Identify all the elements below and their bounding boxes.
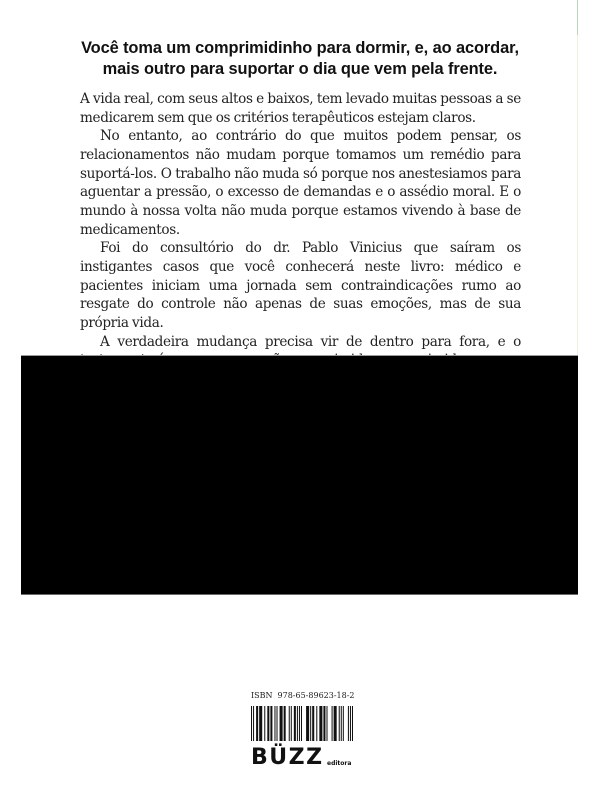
barcode-bar: [284, 706, 286, 741]
barcode-bar: [332, 706, 333, 741]
barcode-bar: [306, 706, 309, 741]
barcode-bar: [256, 706, 258, 741]
synopsis-paragraph: No entanto, ao contrário do que muitos podem pensar, os relacionamentos não mudam porque tomamos um remédio para suportá-los. O trabalho não muda só porque nos anestesiamos para aguentar a pressão, o excesso de demandas e o assédio moral. E o mundo à nossa volta não muda porque estamos vivendo à base de medicamentos.: [80, 128, 521, 238]
barcode-bar: [253, 706, 254, 741]
barcode-bar: [301, 706, 302, 741]
barcode-bar: [251, 706, 252, 741]
barcode-bar: [319, 706, 322, 741]
isbn-number: 978-65-89623-18-2: [277, 691, 355, 700]
headline: [60, 38, 540, 79]
barcode-bar: [326, 706, 327, 741]
publisher-logo-wordmark: BÜZZ: [251, 745, 324, 770]
publisher-logo: [251, 746, 361, 770]
barcode-bar: [277, 706, 278, 741]
barcode-bar: [270, 706, 272, 741]
spine-edge-accent: [577, 0, 578, 35]
barcode-bar: [291, 706, 292, 741]
barcode-bar: [274, 706, 275, 741]
synopsis-paragraph: Foi do consultório do dr. Pablo Vinicius que saíram os instigantes casos que você conhecerá neste livro: médico e pacientes iniciam uma jornada sem contraindicações rumo ao resgate do controle não apenas de suas emoções, mas de sua própria vida.: [80, 240, 521, 331]
synopsis: [80, 90, 521, 389]
barcode-bar: [289, 706, 290, 741]
barcode-bar: [280, 706, 283, 741]
headline-line: mais outro para suportar o dia que vem pela frente.: [102, 59, 498, 78]
publisher-logo-subtext: editora: [327, 760, 352, 767]
barcode-bar: [310, 706, 311, 741]
barcode-bar: [267, 706, 269, 741]
barcode-bar: [312, 706, 314, 741]
barcode-bar: [348, 706, 349, 741]
synopsis-paragraph: A vida real, com seus altos e baixos, tem levado muitas pessoas a se medicarem sem que os critérios terapêuticos estejam claros.: [80, 91, 521, 126]
barcode-bar: [264, 706, 265, 741]
barcode-bar: [316, 706, 317, 741]
isbn-label: [251, 691, 355, 701]
redacted-image-panel: [21, 355, 578, 595]
barcode-bar: [323, 706, 325, 741]
barcode-icon: [251, 706, 353, 741]
barcode-bar: [334, 706, 337, 741]
barcode-bar: [259, 706, 262, 741]
headline-line: Você toma um comprimidinho para dormir, e, ao acordar,: [81, 39, 519, 57]
barcode-bar: [350, 706, 351, 741]
barcode-bar: [294, 706, 296, 741]
synopsis-paragraph: A verdadeira mudança precisa vir de dentro para fora, e o: [100, 333, 521, 350]
barcode-bar: [341, 706, 342, 741]
spine-edge-line: [577, 0, 578, 355]
isbn-prefix: ISBN: [251, 691, 273, 700]
barcode-bar: [297, 706, 298, 741]
barcode-bar: [299, 706, 300, 741]
barcode-bar: [343, 706, 344, 741]
barcode-bar: [339, 706, 340, 741]
barcode-bar: [352, 706, 353, 741]
